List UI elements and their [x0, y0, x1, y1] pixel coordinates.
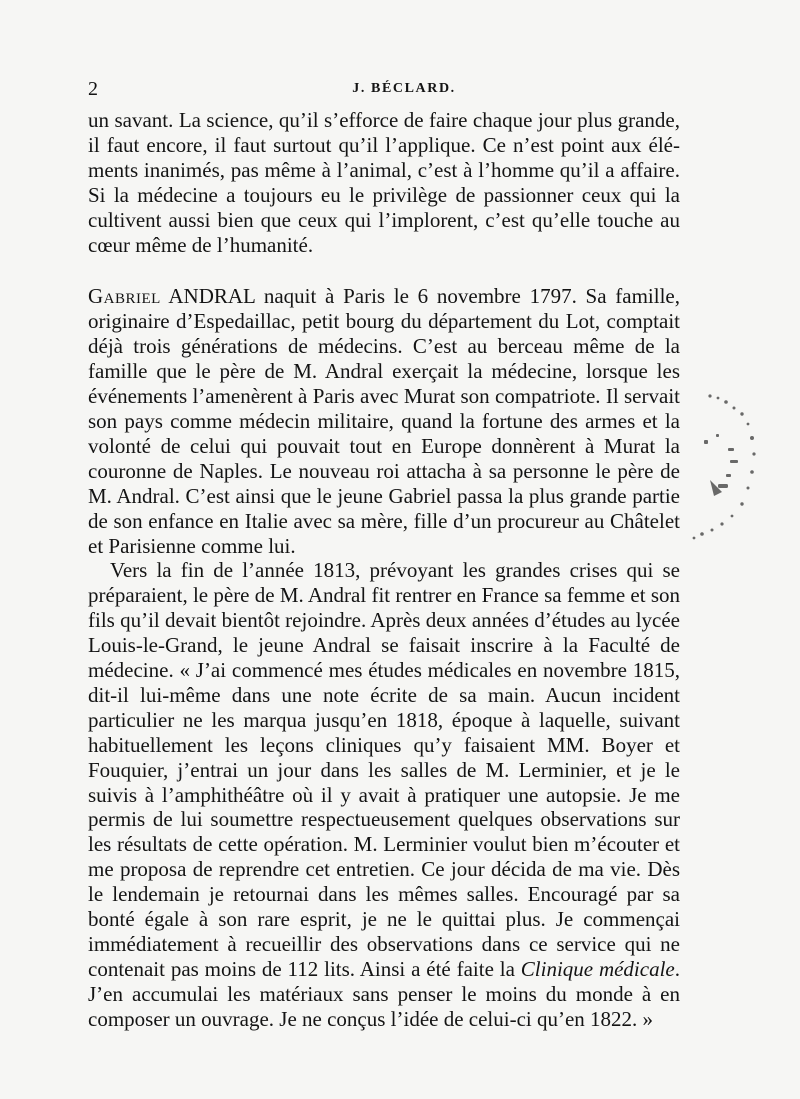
- paragraph-3-text-before: Vers la fin de l’année 1813, prévoyant les grandes crises qui se préparaient, le père de M. Andral fit rentrer en France sa femme et son fils qu’il devait bientôt rejoindre. Après deux années d’études au lycée Louis-le-Grand, le jeune Andral se faisait inscrire à la Faculté de médecine. « J’ai commencé mes études médicales en novembre 1815, dit-il lui-même dans une note écrite de sa main. Aucun incident particulier ne les marqua jusqu’en 1818, époque à laquelle, suivant habituellement les leçons cliniques qu’y faisaient MM. Boyer et Fouquier, j’entrai un jour dans les salles de M. Lerminier, et je le suivis à l’amphithéâtre où il y avait à pratiquer une autopsie. Je me permis de lui soumettre respectueusement quelques observations sur les résultats de cette opération. M. Lerminier voulut bien m’écouter et me proposa de reprendre cet entretien. Ce jour décida de ma vie. Dès le lendemain je retournai dans les mêmes salles. Encouragé par sa bonté égale à son rare esprit, je ne le quittai plus. Je commençai immédiatement à recueillir des observations dans ce service qui ne contenait pas moins de 112 lits. Ainsi a été faite la: [88, 558, 680, 981]
- paragraph-1: un savant. La science, qu’il s’efforce de faire chaque jour plus grande, il faut encore, il faut surtout qu’il l’applique. Ce n’est point aux éléments inanimés, pas même à l’animal, c’est à l’homme qu’il a affaire. Si la médecine a toujours eu le privilège de passionner ceux qui la cultivent aussi bien que ceux qui l’implorent, c’est qu’elle touche au cœur même de l’humanité.: [88, 108, 680, 257]
- page-header: [88, 76, 680, 102]
- body-text: [88, 108, 680, 1032]
- paragraph-3: [88, 558, 680, 1031]
- first-name: Gabriel: [88, 284, 161, 309]
- paragraph-3-text-after: . J’en accumulai les matériaux sans penser le moins du monde à en composer un ouvrage. Je ne conçus l’idée de celui-ci qu’en 1822. »: [88, 956, 680, 1031]
- running-head: J. BÉCLARD.: [352, 81, 456, 96]
- page-number: 2: [88, 78, 98, 100]
- paragraph-2-text: ANDRAL naquit à Paris le 6 novembre 1797. Sa famille, originaire d’Espedaillac, petit bourg du département du Lot, comptait déjà trois générations de médecins. C’est au berceau même de la famille que le père de M. Andral exerçait la médecine, lorsque les événements l’amenèrent à Paris avec Murat son compatriote. Il servait son pays comme médecin militaire, quand la fortune des armes et la volonté de celui qui pouvait tout en Europe donnèrent à Murat la couronne de Naples. Le nouveau roi attacha à sa personne le père de M. Andral. C’est ainsi que le jeune Gabriel passa la plus grande partie de son enfance en Italie avec sa mère, fille d’un procureur au Châtelet et Parisienne comme lui.: [88, 284, 680, 558]
- book-title: Clinique médicale: [520, 956, 675, 981]
- library-stamp: [688, 388, 778, 558]
- paragraph-2: [88, 284, 680, 558]
